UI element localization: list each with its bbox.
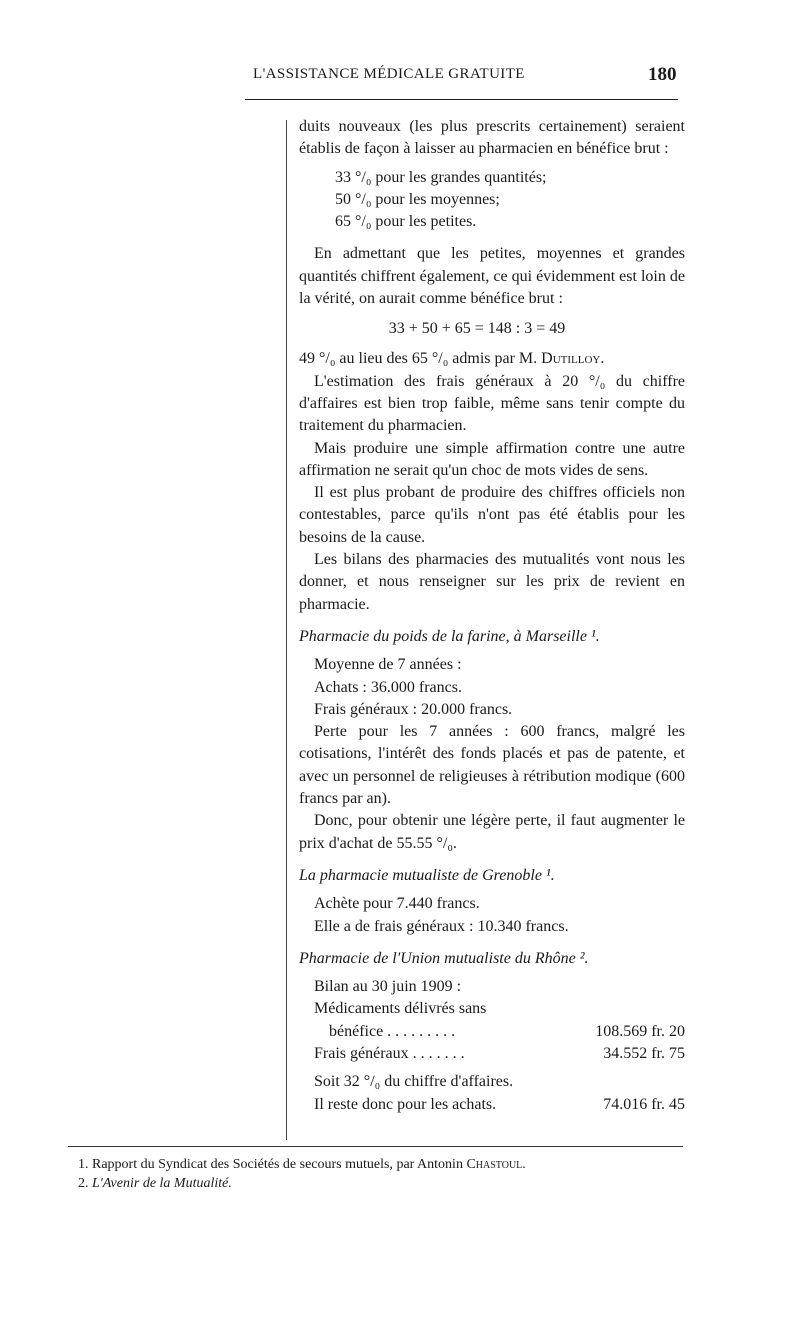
paragraph: Perte pour les 7 années : 600 francs, malgré les cotisations, l'intérêt des fonds placés et pas de patente, et avec un personnel de religieuses à rétribution modique (600 francs par an). <box>299 723 685 808</box>
paragraph-continuation: duits nouveaux (les plus prescrits certainement) seraient établis de façon à laisser au pharmacien en bénéfice brut : <box>299 118 685 158</box>
balance-label: Soit 32 °/₀ du chiffre d'affaires. <box>314 1073 514 1091</box>
data-line: Frais généraux : 20.000 francs. <box>314 700 513 718</box>
balance-label: bénéfice . . . . . . . . . <box>329 1022 456 1040</box>
paragraph: L'estimation des frais généraux à 20 °/₀ du chiffre d'affaires est bien trop faible, même sans tenir compte du traitement du pharmacien. <box>299 372 685 435</box>
paragraph: Il est plus probant de produire des chiffres officiels non contestables, parce qu'ils n'ont pas été établis pour les besoins de la cause. <box>299 484 685 546</box>
balance-amount: 74.016 fr. 45 <box>603 1095 685 1113</box>
data-line: Achats : 36.000 francs. <box>314 678 462 696</box>
footnote-author: Chastoul. <box>466 1157 526 1172</box>
paragraph: Mais produire une simple affirmation contre une autre affirmation ne serait qu'un choc de mots vides de sens. <box>299 439 685 479</box>
page-number: 180 <box>648 64 677 85</box>
balance-label: Médicaments délivrés sans <box>314 1000 487 1018</box>
balance-line <box>314 1021 685 1043</box>
section-heading: Pharmacie du poids de la farine, à Marseille ¹. <box>299 627 600 645</box>
paragraph: En admettant que les petites, moyennes et grandes quantités chiffrent également, ce qui évidemment est loin de la vérité, on aurait comme bénéfice brut : <box>299 245 685 308</box>
page-body <box>299 116 685 1116</box>
balance-label: Bilan au 30 juin 1909 : <box>314 978 462 996</box>
header-rule <box>245 99 678 100</box>
balance-line <box>314 976 685 998</box>
paragraph: Les bilans des pharmacies des mutualités vont nous les donner, et nous renseigner sur les prix de revient en pharmacie. <box>299 551 685 613</box>
balance-line <box>314 998 685 1020</box>
balance-label: Frais généraux . . . . . . . <box>314 1044 465 1062</box>
list-item: 65 °/₀ pour les petites. <box>335 213 477 231</box>
margin-list <box>299 167 685 234</box>
formula: 33 + 50 + 65 = 148 : 3 = 49 <box>388 320 566 338</box>
footnotes <box>78 1155 688 1193</box>
running-header <box>0 66 800 90</box>
balance-label: Il reste donc pour les achats. <box>314 1095 497 1113</box>
data-line: Achète pour 7.440 francs. <box>314 895 480 913</box>
balance-sheet <box>299 976 685 1116</box>
footnote-number: 2. <box>78 1176 92 1191</box>
section-heading: La pharmacie mutualiste de Grenoble ¹. <box>299 866 555 884</box>
footnote-rule <box>68 1146 683 1147</box>
data-line: Moyenne de 7 années : <box>314 656 462 674</box>
footnote <box>78 1174 688 1193</box>
balance-line <box>314 1071 685 1093</box>
data-line: Elle a de frais généraux : 10.340 francs. <box>314 917 569 935</box>
margin-rule <box>286 120 287 1140</box>
list-item: 50 °/₀ pour les moyennes; <box>335 190 500 208</box>
balance-amount: 34.552 fr. 75 <box>603 1044 685 1062</box>
footnote-text: 1. Rapport du Syndicat des Sociétés de secours mutuels, par Antonin <box>78 1157 467 1172</box>
balance-amount: 108.569 fr. 20 <box>595 1022 685 1040</box>
footnote-title: L'Avenir de la Mutualité. <box>92 1176 232 1191</box>
section-heading: Pharmacie de l'Union mutualiste du Rhône ². <box>299 949 589 967</box>
balance-line <box>314 1094 685 1116</box>
paragraph <box>299 348 685 370</box>
balance-line <box>314 1043 685 1065</box>
running-title: L'ASSISTANCE MÉDICALE GRATUITE <box>253 66 525 82</box>
author-name: Dutilloy. <box>541 350 605 368</box>
paragraph: Donc, pour obtenir une légère perte, il faut augmenter le prix d'achat de 55.55 °/₀. <box>299 812 685 852</box>
footnote <box>78 1155 688 1174</box>
list-item: 33 °/₀ pour les grandes quantités; <box>335 168 547 186</box>
paragraph-text: 49 °/₀ au lieu des 65 °/₀ admis par M. <box>299 350 542 368</box>
